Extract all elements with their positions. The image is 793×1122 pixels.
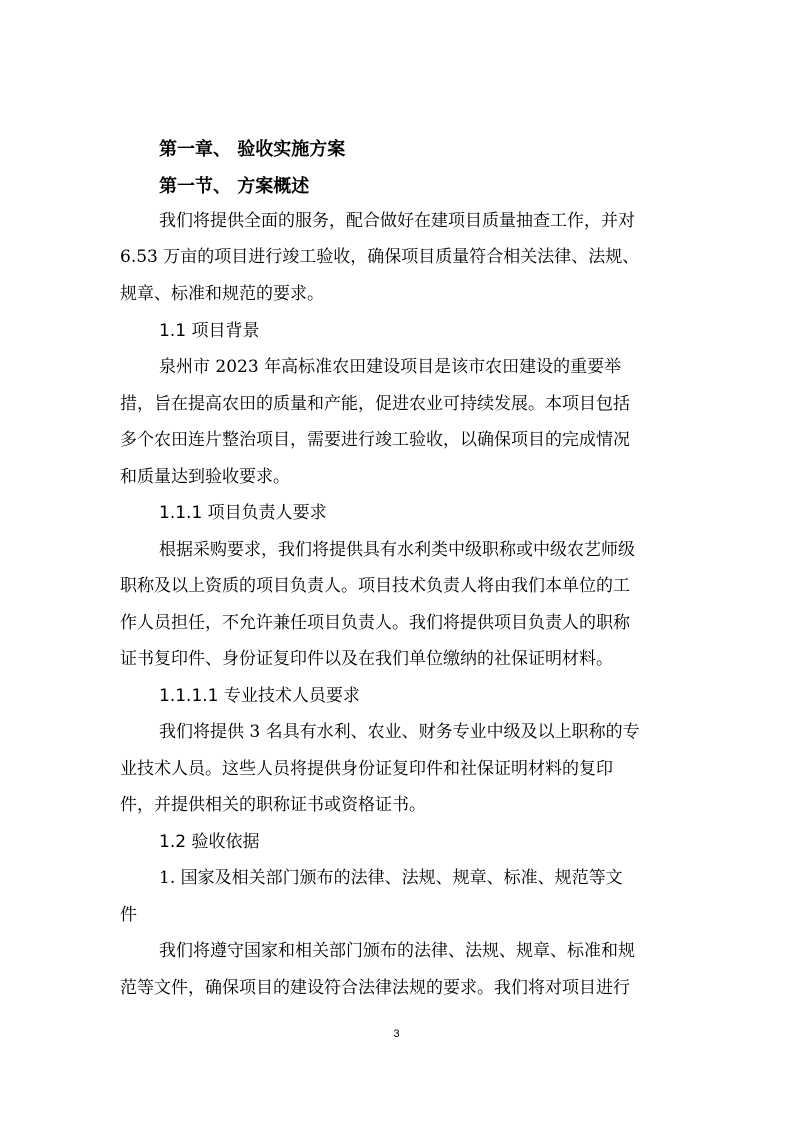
staff-requirement-line: 业技术人员。这些人员将提供身份证复印件和社保证明材料的复印 [120,759,613,779]
subsection-title-1-2: 1.2 验收依据 [159,832,260,852]
subsection-title-1-1-1: 1.1.1 项目负责人要求 [159,503,327,523]
background-line: 和质量达到验收要求。 [120,467,290,487]
background-line: 多个农田连片整治项目，需要进行竣工验收，以确保项目的完成情况 [120,430,630,450]
leader-requirement-line: 证书复印件、身份证复印件以及在我们单位缴纳的社保证明材料。 [120,649,613,669]
page-number: 3 [393,1028,400,1040]
staff-requirement-line: 件，并提供相关的职称证书或资格证书。 [120,795,426,815]
leader-requirement-line: 职称及以上资质的项目负责人。项目技术负责人将由我们本单位的工 [120,576,630,596]
leader-requirement-line: 作人员担任，不允许兼任项目负责人。我们将提供项目负责人的职称 [120,613,630,633]
overview-line: 规章、标准和规范的要求。 [120,284,324,304]
leader-requirement-line: 根据采购要求，我们将提供具有水利类中级职称或中级农艺师级 [159,540,635,560]
background-line: 泉州市 2023 年高标准农田建设项目是该市农田建设的重要举 [159,357,622,377]
background-line: 措，旨在提高农田的质量和产能，促进农业可持续发展。本项目包括 [120,394,630,414]
basis-line: 范等文件，确保项目的建设符合法律法规的要求。我们将对项目进行 [120,978,630,998]
subsection-title-1-1-1-1: 1.1.1.1 专业技术人员要求 [159,686,360,706]
staff-requirement-line: 我们将提供 3 名具有水利、农业、财务专业中级及以上职称的专 [159,722,640,742]
section-heading: 第一节、 方案概述 [159,176,310,197]
basis-line: 我们将遵守国家和相关部门颁布的法律、法规、规章、标准和规 [159,941,635,961]
overview-line: 我们将提供全面的服务，配合做好在建项目质量抽查工作，并对 [159,211,635,231]
numbered-item-1-cont: 件 [120,905,137,925]
overview-line: 6.53 万亩的项目进行竣工验收，确保项目质量符合相关法律、法规、 [120,247,640,267]
subsection-title-1-1: 1.1 项目背景 [159,321,260,341]
chapter-heading: 第一章、 验收实施方案 [159,139,346,160]
numbered-item-1: 1. 国家及相关部门颁布的法律、法规、规章、标准、规范等文 [159,868,623,888]
